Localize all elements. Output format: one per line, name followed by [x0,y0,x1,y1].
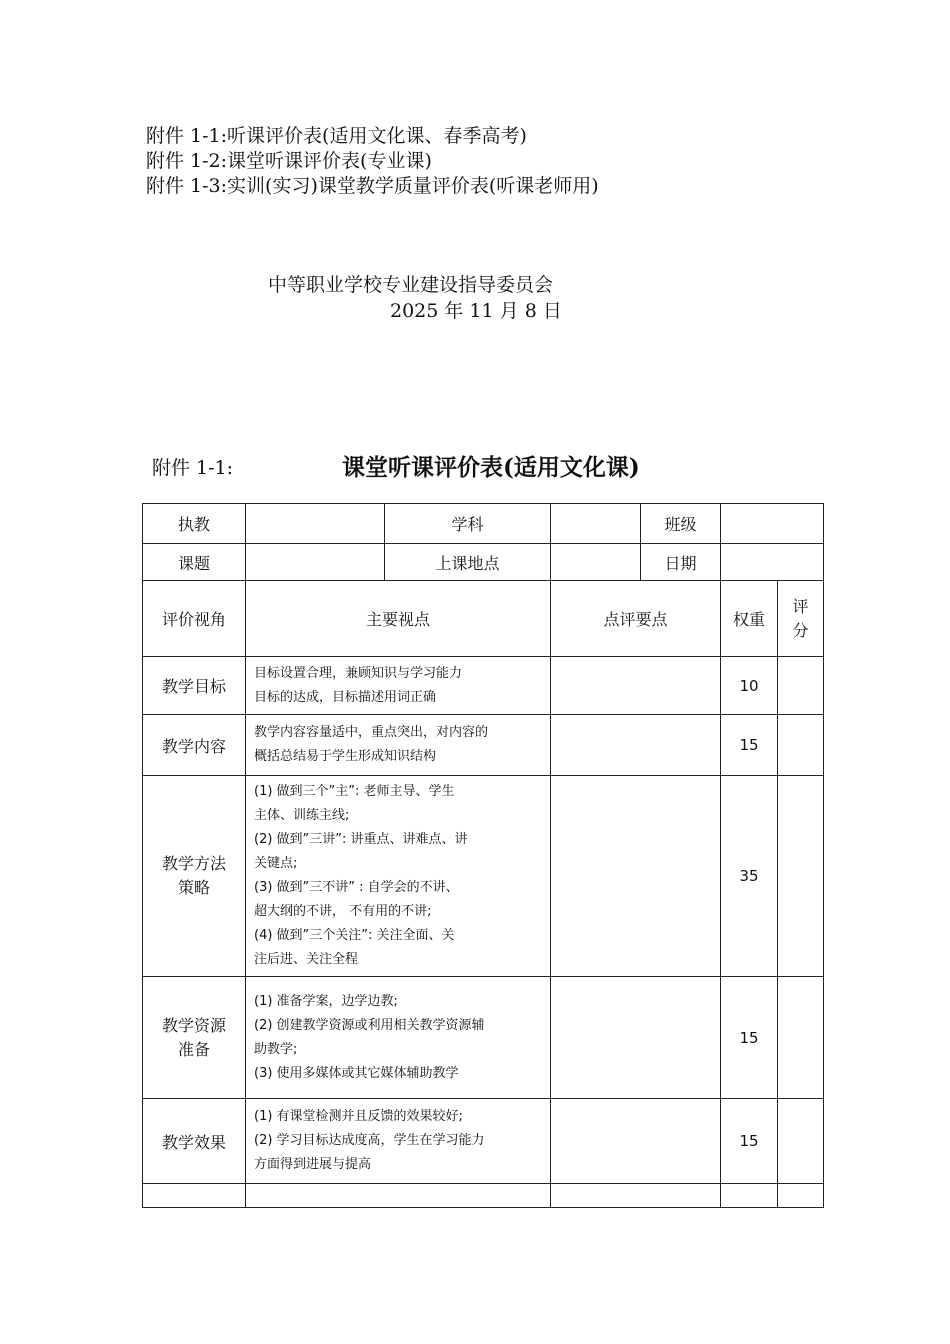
empty-row [143,1184,824,1208]
topic-label: 课题 [143,544,246,581]
perspective-cell [143,1099,246,1184]
subject-label: 学科 [385,504,551,544]
header-points: 主要视点 [246,581,551,657]
signature-org: 中等职业学校专业建设指导委员会 [268,274,554,296]
form-label: 附件 1-1: [152,457,234,479]
class-field[interactable] [721,504,824,544]
table-row [143,715,824,776]
table-row [143,1099,824,1184]
point-line: (1) 准备学案，边学边教; [254,993,398,1009]
place-field[interactable] [551,544,641,581]
attachment-item: 附件 1-1:听课评价表(适用文化课、春季高考) [146,125,527,147]
header-score-line: 分 [792,620,809,640]
comment-cell[interactable] [551,715,721,776]
perspective-text: 教学效果 [161,1132,226,1152]
info-row [143,544,824,581]
point-line: 注后进、关注全程 [254,952,359,967]
date-label: 日期 [641,544,721,581]
point-line: (3) 做到”三不讲” : 自学会的不讲、 [254,880,459,895]
perspective-text: 教学内容 [161,736,226,756]
point-line: (1) 有课堂检测并且反馈的效果较好; [254,1109,463,1124]
comment-cell[interactable] [551,977,721,1099]
point-line: 主体、训练主线; [254,808,350,823]
signature-date: 2025 年 11 月 8 日 [390,300,562,322]
teacher-field[interactable] [246,504,385,544]
perspective-text: 准备 [177,1039,210,1059]
score-cell[interactable] [778,776,824,977]
header-row [143,581,824,657]
weight-cell: 15 [721,1099,778,1184]
comment-cell[interactable] [551,1099,721,1184]
points-cell [246,1099,551,1184]
attachment-item: 附件 1-2:课堂听课评价表(专业课) [146,150,432,172]
point-line: 关键点; [254,856,298,871]
comment-cell[interactable] [551,776,721,977]
score-cell[interactable] [778,977,824,1099]
weight-cell: 15 [721,977,778,1099]
point-line: (3) 使用多媒体或其它媒体辅助教学 [254,1065,459,1081]
points-cell [246,715,551,776]
perspective-cell [143,776,246,977]
perspective-cell [143,977,246,1099]
point-line: 超大纲的不讲， 不有用的不讲; [254,904,432,919]
perspective-cell [143,715,246,776]
point-line: (4) 做到”三个关注”: 关注全面、关 [254,928,455,943]
place-label: 上课地点 [385,544,551,581]
header-score-line: 评 [792,596,809,616]
header-score [778,581,824,657]
form-header [152,449,852,481]
form-title: 课堂听课评价表(适用文化课) [342,454,640,481]
table-row [143,776,824,977]
empty-cell[interactable] [246,1184,551,1208]
point-line: (2) 创建教学资源或利用相关教学资源辅 [254,1017,485,1033]
points-cell [246,977,551,1099]
point-line: 目标的达成，目标描述用词正确 [254,689,437,705]
score-cell[interactable] [778,1099,824,1184]
point-line: 方面得到进展与提高 [254,1157,372,1172]
info-row [143,504,824,544]
point-line: 助教学; [254,1041,298,1057]
empty-cell[interactable] [778,1184,824,1208]
perspective-text: 策略 [177,878,210,897]
header-comment: 点评要点 [551,581,721,657]
weight-cell: 15 [721,715,778,776]
perspective-cell [143,657,246,715]
score-cell[interactable] [778,657,824,715]
teacher-label: 执教 [143,504,246,544]
weight-cell: 10 [721,657,778,715]
comment-cell[interactable] [551,657,721,715]
attachment-list [146,124,599,199]
table-row [143,657,824,715]
points-cell [246,776,551,977]
point-line: 概括总结易于学生形成知识结构 [254,749,437,764]
score-cell[interactable] [778,715,824,776]
topic-field[interactable] [246,544,385,581]
perspective-text: 教学资源 [161,1015,226,1035]
class-label: 班级 [641,504,721,544]
points-cell [246,657,551,715]
point-line: (2) 学习目标达成度高，学生在学习能力 [254,1133,485,1148]
point-line: 目标设置合理，兼顾知识与学习能力 [254,665,463,681]
perspective-text: 教学目标 [161,677,226,696]
header-perspective: 评价视角 [143,581,246,657]
subject-field[interactable] [551,504,641,544]
point-line: (1) 做到三个”主”: 老师主导、学生 [254,784,455,799]
empty-cell[interactable] [721,1184,778,1208]
weight-cell: 35 [721,776,778,977]
point-line: (2) 做到”三讲”: 讲重点、讲难点、讲 [254,832,468,847]
empty-cell[interactable] [143,1184,246,1208]
empty-cell[interactable] [551,1184,721,1208]
point-line: 教学内容容量适中，重点突出，对内容的 [254,725,489,740]
signature-block [268,272,562,324]
evaluation-table [142,503,824,1208]
attachment-item: 附件 1-3:实训(实习)课堂教学质量评价表(听课老师用) [146,175,599,197]
perspective-text: 教学方法 [161,854,226,873]
table-row [143,977,824,1099]
header-weight: 权重 [721,581,778,657]
date-field[interactable] [721,544,824,581]
